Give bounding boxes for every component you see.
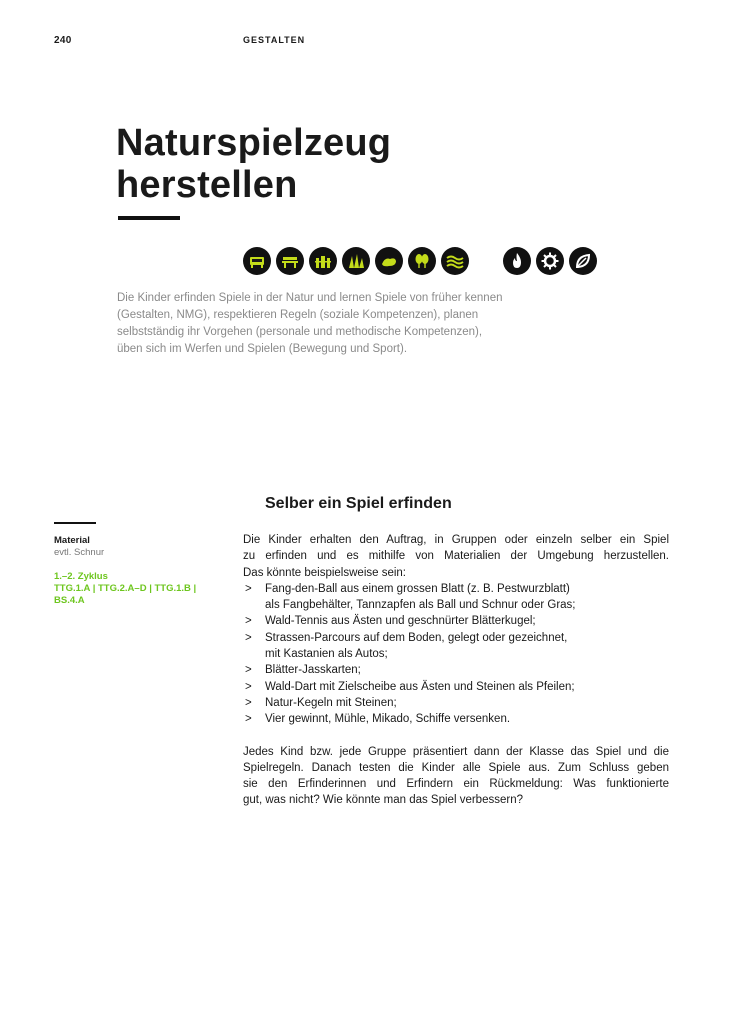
body-line: Spielregeln. Danach testen die Kinder alle Spiele aus. Zum Schluss geben: [243, 761, 669, 774]
section-heading: Selber ein Spiel erfinden: [265, 495, 452, 512]
intro-line: (Gestalten, NMG), respektieren Regeln (soziale Kompetenzen), planen: [117, 309, 479, 321]
body-line: Die Kinder erhalten den Auftrag, in Gruppen oder einzeln selber ein Spiel: [243, 534, 669, 546]
field-icon: [375, 247, 403, 275]
bullet-marker: >: [245, 680, 252, 693]
curriculum-line: BS.4.A: [54, 595, 85, 606]
material-value: evtl. Schnur: [54, 547, 105, 558]
list-item-line: Fang-den-Ball aus einem grossen Blatt (z. B. Pestwurzblatt): [265, 582, 570, 595]
intro-paragraph: [117, 290, 597, 358]
body-line: sie den Erfinderinnen und Erfindern ein Rückmeldung: Was funktionierte: [243, 778, 669, 791]
list-item: [243, 662, 669, 678]
page-title: [116, 122, 391, 206]
garden-icon: [309, 247, 337, 275]
bullet-marker: >: [245, 696, 252, 709]
list-item-line: Vier gewinnt, Mühle, Mikado, Schiffe versenken.: [265, 713, 511, 726]
bullet-marker: >: [245, 582, 252, 595]
bullet-marker: >: [245, 713, 252, 726]
meadow-icon: [342, 247, 370, 275]
list-item: [243, 695, 669, 711]
leaf-icon: [569, 247, 597, 275]
list-item: [243, 711, 669, 727]
curriculum-line: TTG.1.A | TTG.2.A–D | TTG.1.B |: [54, 583, 197, 594]
body-line: Das könnte beispielsweise sein:: [243, 566, 407, 579]
list-item-line: Wald-Tennis aus Ästen und geschnürter Blätterkugel;: [265, 615, 536, 628]
list-item-line: Blätter-Jasskarten;: [265, 664, 361, 677]
list-item: [243, 613, 669, 629]
intro-line: Die Kinder erfinden Spiele in der Natur und lernen Spiele von früher kennen: [117, 292, 503, 304]
section-closing: [243, 744, 669, 809]
section-body: [243, 532, 669, 809]
intro-line: selbstständig ihr Vorgehen (personale und methodische Kompetenzen),: [117, 326, 483, 338]
body-line: Jedes Kind bzw. jede Gruppe präsentiert dann der Klasse das Spiel und die: [243, 745, 669, 758]
list-item: [243, 630, 669, 663]
list-item-line: Natur-Kegeln mit Steinen;: [265, 696, 397, 709]
sidebar-divider: [54, 522, 96, 524]
bullet-marker: >: [245, 615, 252, 628]
page-number: 240: [54, 35, 72, 46]
bullet-marker: >: [245, 631, 252, 644]
list-item-line: als Fangbehälter, Tannzapfen als Ball und Schnur oder Gras;: [265, 599, 576, 612]
fire-icon: [503, 247, 531, 275]
bullet-marker: >: [245, 664, 252, 677]
water-icon: [441, 247, 469, 275]
list-item: [243, 581, 669, 614]
title-underline: [118, 216, 180, 220]
gear-icon: [536, 247, 564, 275]
curriculum-reference: [54, 571, 224, 607]
bench-icon: [276, 247, 304, 275]
list-item-line: Strassen-Parcours auf dem Boden, gelegt oder gezeichnet,: [265, 631, 568, 644]
list-item-line: mit Kastanien als Autos;: [265, 648, 388, 661]
section-label: GESTALTEN: [243, 35, 306, 45]
intro-line: üben sich im Werfen und Spielen (Bewegung und Sport).: [117, 343, 408, 355]
curriculum-line: 1.–2. Zyklus: [54, 571, 108, 582]
list-item-line: Wald-Dart mit Zielscheibe aus Ästen und Steinen als Pfeilen;: [265, 680, 575, 693]
body-line: gut, was nicht? Wie könnte man das Spiel verbessern?: [243, 794, 523, 807]
section-intro: [243, 532, 669, 581]
forest-icon: [408, 247, 436, 275]
material-label: Material: [54, 535, 90, 546]
body-line: zu erfinden und es mithilfe von Materialien der Umgebung herzustellen.: [243, 550, 669, 563]
page-title-line: herstellen: [116, 164, 298, 206]
list-item: [243, 679, 669, 695]
page-title-line: Naturspielzeug: [116, 122, 392, 164]
game-list: [243, 581, 669, 728]
playground-icon: [243, 247, 271, 275]
